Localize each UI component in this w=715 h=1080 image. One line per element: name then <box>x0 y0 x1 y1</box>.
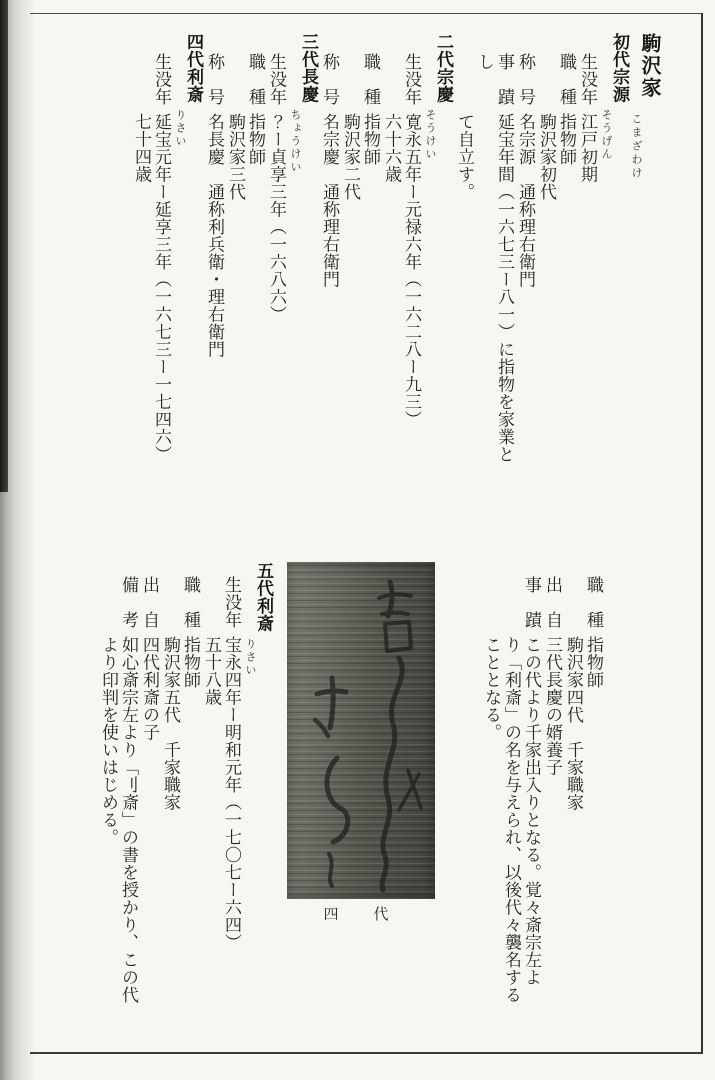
field-occupation <box>340 33 380 471</box>
entry-name: 初代宗源 <box>610 33 629 103</box>
field-label: 事 蹟 <box>522 576 541 629</box>
field-value: 三代長慶の婿養子 <box>543 636 562 776</box>
field-value: 駒沢家五代 千家職家 <box>161 636 180 811</box>
field-birth-death <box>577 33 597 471</box>
field-achievements <box>481 562 541 1022</box>
entry-reading: ちょうけい <box>289 109 301 174</box>
field-birth-death <box>131 33 171 471</box>
field-value: 寛永五年ー元禄六年（一六二八ー九三） <box>402 113 421 428</box>
field-titles <box>319 33 339 471</box>
field-origin <box>139 562 159 1024</box>
entry-name: 三代長慶 <box>299 33 318 103</box>
field-value: 名長慶 通称利兵衛・理右衛門 <box>205 113 224 358</box>
field-birth-death <box>381 33 421 471</box>
field-origin <box>542 562 562 1022</box>
field-label: 生没年 <box>222 576 241 629</box>
calligraphy-strokes <box>287 562 435 899</box>
field-label: 職 種 <box>584 576 603 629</box>
field-occupation <box>563 562 603 1022</box>
field-titles <box>515 33 535 471</box>
entry-reading: りさい <box>244 638 256 677</box>
field-label: 生没年 <box>152 53 171 106</box>
entry-name: 四代利斎 <box>184 33 203 103</box>
field-value: こととなる。 <box>482 636 501 741</box>
field-achievements <box>454 33 514 471</box>
page-title-reading: こまざわけ <box>630 113 642 181</box>
page-title: 駒沢家 <box>638 33 660 99</box>
entry-reading: そうけい <box>424 109 436 161</box>
book-gutter-dark-strip <box>0 0 8 492</box>
field-label: 出 自 <box>543 576 562 629</box>
field-value: 延宝年間（一六七三ー八一）に指物を家業とし <box>475 53 514 463</box>
field-occupation <box>225 33 265 471</box>
field-value: 駒沢家三代 <box>226 113 245 201</box>
field-titles <box>204 33 224 471</box>
field-label: 生没年 <box>578 53 597 106</box>
field-label: 称 号 <box>205 53 224 106</box>
field-value: 指物師 <box>584 636 603 689</box>
field-value: 名宗慶 通称理右衛門 <box>320 113 339 288</box>
signature-photo <box>287 562 435 899</box>
bottom-left-text-section <box>57 562 273 1024</box>
field-label: 職 種 <box>557 53 576 106</box>
entry-name: 五代利斎 <box>254 562 273 632</box>
field-value: 江戸初期 <box>578 113 597 183</box>
field-label: 職 種 <box>361 53 380 106</box>
field-value: 宝永四年ー明和元年（一七〇七ー六四） <box>222 636 241 951</box>
field-label: 出 自 <box>140 576 159 629</box>
field-value: より印判を使いはじめる。 <box>99 636 118 846</box>
field-value: 如心斎宗左より「刂斎」の書を授かり、この代 <box>119 636 138 1004</box>
field-value: 駒沢家初代 <box>537 113 556 201</box>
field-label: 生没年 <box>402 53 421 106</box>
field-value: 四代利斎の子 <box>140 636 159 741</box>
family-title-block <box>630 33 660 471</box>
entry-reading: そうげん <box>600 109 612 161</box>
entry-reading: りさい <box>174 109 186 148</box>
field-label: 備 考 <box>119 576 138 629</box>
field-value: 五十八歳 <box>202 636 221 706</box>
field-value: 指物師 <box>246 113 265 166</box>
photo-caption: 四 代 <box>323 907 399 923</box>
field-label: 称 号 <box>516 53 535 106</box>
field-label: 生没年 <box>267 53 286 106</box>
entry-heading-gen5 <box>244 562 273 1024</box>
field-occupation <box>536 33 576 471</box>
field-value: 名宗源 通称理右衛門 <box>516 113 535 288</box>
field-value: 指物師 <box>557 113 576 166</box>
field-value: り「利斎」の名を与えられ、以後代々襲名する <box>502 636 521 1004</box>
entry-heading-gen1 <box>600 33 629 471</box>
field-label: 職 種 <box>181 576 200 629</box>
field-birth-death <box>201 562 241 1024</box>
field-value: この代より千家出入りとなる。覚々斎宗左よ <box>522 636 541 986</box>
field-label: 事 蹟 <box>495 53 514 106</box>
field-value: て自立す。 <box>455 113 474 201</box>
field-remarks <box>98 562 138 1024</box>
entry-name: 二代宗慶 <box>434 33 453 103</box>
field-value: ？ー貞享三年（一六八六） <box>267 113 286 323</box>
bottom-right-text-section <box>441 562 603 1022</box>
field-value: 延宝元年ー延享三年（一六七三ー一七四六） <box>152 113 171 463</box>
field-label: 職 種 <box>246 53 265 106</box>
field-value: 駒沢家四代 千家職家 <box>564 636 583 811</box>
entry-heading-gen2 <box>424 33 453 471</box>
entry-heading-gen3 <box>289 33 318 471</box>
field-birth-death <box>266 33 286 471</box>
top-text-section <box>79 33 659 471</box>
book-gutter-light-strip <box>0 492 7 1080</box>
field-value: 指物師 <box>181 636 200 689</box>
field-value: 六十六歳 <box>382 113 401 183</box>
field-value: 駒沢家二代 <box>341 113 360 201</box>
field-value: 七十四歳 <box>132 113 151 183</box>
field-occupation <box>160 562 200 1024</box>
entry-heading-gen4 <box>174 33 203 471</box>
field-label: 称 号 <box>320 53 339 106</box>
field-value: 指物師 <box>361 113 380 166</box>
